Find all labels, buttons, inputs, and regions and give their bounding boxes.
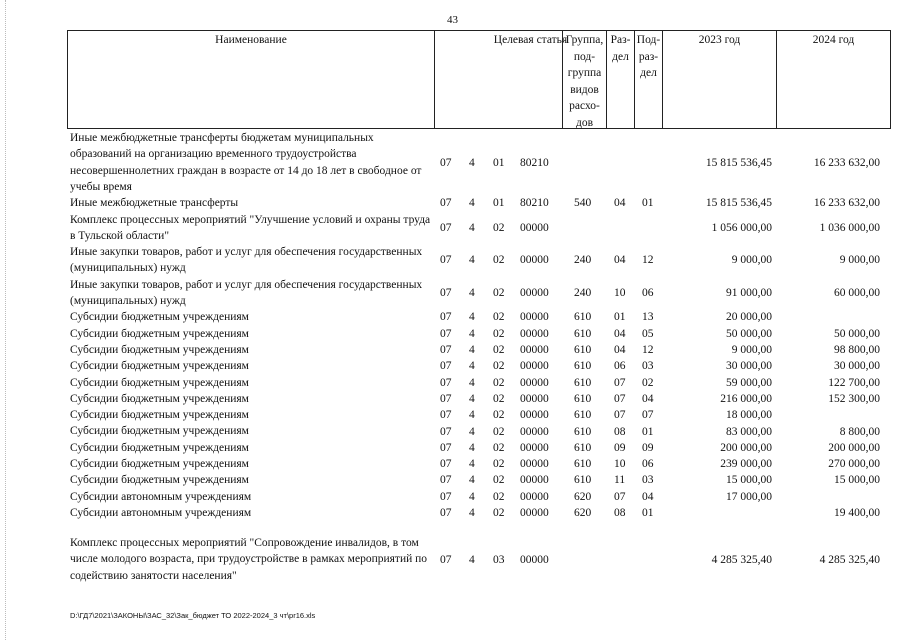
row-name: Иные межбюджетные трансферты бюджетам муниципальных образований на организацию временного трудоустройства несовершеннолетних граждан в возрасте от 14 до 18 лет в свободное от учебы время <box>70 132 422 193</box>
amount-2024: 122 700,00 <box>828 376 880 389</box>
code-direction: 00000 <box>520 441 549 454</box>
code-section: 07 <box>614 376 626 389</box>
code-complex: 02 <box>493 490 505 503</box>
code-group: 610 <box>574 425 592 438</box>
file-path-footer: D:\ГД7\2021\ЗАКОНЫ\ЗАС_32\Зак_бюджет ТО 2022-2024_3 чт\pr16.xls <box>70 611 316 620</box>
code-complex: 02 <box>493 392 505 405</box>
code-program: 07 <box>440 507 452 520</box>
code-complex: 02 <box>493 286 505 299</box>
amount-2023: 18 000,00 <box>726 409 772 422</box>
row-name: Субсидии бюджетным учреждениям <box>70 409 249 422</box>
table-row <box>0 535 905 584</box>
code-program: 07 <box>440 474 452 487</box>
code-direction: 00000 <box>520 553 549 566</box>
code-subsection: 01 <box>642 197 654 210</box>
code-program: 07 <box>440 553 452 566</box>
code-section: 08 <box>614 425 626 438</box>
code-group: 620 <box>574 507 592 520</box>
code-program: 07 <box>440 221 452 234</box>
code-complex: 02 <box>493 441 505 454</box>
code-group: 620 <box>574 490 592 503</box>
amount-2023: 83 000,00 <box>726 425 772 438</box>
code-direction: 00000 <box>520 254 549 267</box>
header-target: Целевая статья <box>434 31 626 128</box>
code-section: 10 <box>614 286 626 299</box>
row-name: Субсидии бюджетным учреждениям <box>70 425 249 438</box>
code-program: 07 <box>440 156 452 169</box>
code-subprogram: 4 <box>469 507 475 520</box>
table-row <box>0 277 905 310</box>
table-row <box>0 130 905 195</box>
code-subsection: 06 <box>642 458 654 471</box>
code-complex: 01 <box>493 197 505 210</box>
code-subprogram: 4 <box>469 221 475 234</box>
table-row <box>0 391 905 407</box>
amount-2023: 1 056 000,00 <box>711 221 772 234</box>
code-program: 07 <box>440 458 452 471</box>
code-group: 610 <box>574 327 592 340</box>
header-name: Наименование <box>215 34 287 46</box>
code-program: 07 <box>440 360 452 373</box>
code-subsection: 04 <box>642 490 654 503</box>
code-complex: 02 <box>493 409 505 422</box>
header-2024: 2024 год <box>776 31 890 128</box>
code-subsection: 04 <box>642 392 654 405</box>
code-group: 610 <box>574 409 592 422</box>
code-section: 08 <box>614 507 626 520</box>
code-group: 610 <box>574 474 592 487</box>
amount-2023: 200 000,00 <box>720 441 772 454</box>
code-section: 04 <box>614 327 626 340</box>
code-subsection: 09 <box>642 441 654 454</box>
code-direction: 80210 <box>520 197 549 210</box>
code-subprogram: 4 <box>469 490 475 503</box>
code-program: 07 <box>440 197 452 210</box>
code-direction: 00000 <box>520 425 549 438</box>
code-subsection: 03 <box>642 474 654 487</box>
amount-2024: 16 233 632,00 <box>813 156 880 169</box>
code-subsection: 13 <box>642 311 654 324</box>
amount-2023: 59 000,00 <box>726 376 772 389</box>
code-subsection: 12 <box>642 254 654 267</box>
code-subprogram: 4 <box>469 254 475 267</box>
table-row <box>0 489 905 505</box>
code-group: 610 <box>574 392 592 405</box>
code-subsection: 01 <box>642 425 654 438</box>
code-subsection: 02 <box>642 376 654 389</box>
code-program: 07 <box>440 344 452 357</box>
code-section: 09 <box>614 441 626 454</box>
code-group: 610 <box>574 344 592 357</box>
code-program: 07 <box>440 392 452 405</box>
table-row <box>0 244 905 277</box>
code-subprogram: 4 <box>469 409 475 422</box>
code-subprogram: 4 <box>469 156 475 169</box>
header-group: Группа, под- группа видов расхо- дов <box>562 31 606 128</box>
table-row <box>0 472 905 488</box>
row-name: Субсидии бюджетным учреждениям <box>70 392 249 405</box>
amount-2023: 30 000,00 <box>726 360 772 373</box>
row-name: Иные межбюджетные трансферты <box>70 197 239 210</box>
table-row <box>0 440 905 456</box>
code-section: 11 <box>614 474 626 487</box>
code-section: 04 <box>614 197 626 210</box>
code-group: 540 <box>574 197 592 210</box>
amount-2023: 15 815 536,45 <box>705 156 772 169</box>
table-row <box>0 342 905 358</box>
table-row <box>0 423 905 439</box>
amount-2023: 9 000,00 <box>731 254 772 267</box>
code-direction: 00000 <box>520 392 549 405</box>
amount-2024: 4 285 325,40 <box>819 553 880 566</box>
table-row <box>0 212 905 245</box>
table-row <box>0 358 905 374</box>
code-complex: 02 <box>493 425 505 438</box>
code-program: 07 <box>440 286 452 299</box>
code-complex: 02 <box>493 360 505 373</box>
code-program: 07 <box>440 441 452 454</box>
row-name: Комплекс процессных мероприятий "Сопровождение инвалидов, в том числе молодого возраста, при трудоустройстве в рамках мероприятий по содействию занятости населения" <box>70 537 428 582</box>
code-direction: 00000 <box>520 409 549 422</box>
code-direction: 00000 <box>520 474 549 487</box>
amount-2023: 20 000,00 <box>726 311 772 324</box>
code-complex: 01 <box>493 156 505 169</box>
row-name: Субсидии автономным учреждениям <box>70 506 252 519</box>
amount-2024: 15 000,00 <box>834 474 880 487</box>
code-subprogram: 4 <box>469 425 475 438</box>
code-group: 240 <box>574 286 592 299</box>
amount-2024: 16 233 632,00 <box>813 197 880 210</box>
code-subprogram: 4 <box>469 458 475 471</box>
code-subprogram: 4 <box>469 474 475 487</box>
amount-2023: 4 285 325,40 <box>711 553 772 566</box>
code-subsection: 01 <box>642 507 654 520</box>
code-subprogram: 4 <box>469 360 475 373</box>
amount-2024: 50 000,00 <box>834 327 880 340</box>
amount-2023: 50 000,00 <box>726 327 772 340</box>
code-subsection: 06 <box>642 286 654 299</box>
row-name: Субсидии бюджетным учреждениям <box>70 311 249 324</box>
table-row <box>0 195 905 211</box>
header-2023: 2023 год <box>662 31 776 128</box>
row-name: Субсидии бюджетным учреждениям <box>70 458 249 470</box>
code-group: 610 <box>574 458 592 471</box>
code-section: 07 <box>614 392 626 405</box>
code-subsection: 03 <box>642 360 654 373</box>
code-direction: 00000 <box>520 458 549 471</box>
code-program: 07 <box>440 327 452 340</box>
code-group: 610 <box>574 311 592 324</box>
code-subsection: 05 <box>642 327 654 340</box>
header-subsection: Под- раз- дел <box>634 31 662 128</box>
amount-2023: 17 000,00 <box>726 490 772 503</box>
row-name: Комплекс процессных мероприятий "Улучшение условий и охраны труда в Тульской области" <box>70 213 431 242</box>
row-name: Иные закупки товаров, работ и услуг для обеспечения государственных (муниципальных) нужд <box>70 278 423 307</box>
code-subprogram: 4 <box>469 197 475 210</box>
code-direction: 00000 <box>520 327 549 340</box>
code-group: 610 <box>574 360 592 373</box>
code-subprogram: 4 <box>469 344 475 357</box>
code-program: 07 <box>440 311 452 324</box>
code-program: 07 <box>440 409 452 422</box>
table-row <box>0 456 905 472</box>
code-subsection: 07 <box>642 409 654 422</box>
code-complex: 02 <box>493 311 505 324</box>
table-row <box>0 505 905 521</box>
code-group: 240 <box>574 254 592 267</box>
amount-2024: 8 800,00 <box>839 425 880 438</box>
code-group: 610 <box>574 441 592 454</box>
code-complex: 02 <box>493 376 505 389</box>
amount-2024: 1 036 000,00 <box>819 221 880 234</box>
amount-2024: 200 000,00 <box>828 441 880 454</box>
code-program: 07 <box>440 490 452 503</box>
code-complex: 02 <box>493 344 505 357</box>
amount-2023: 15 815 536,45 <box>705 197 772 210</box>
code-complex: 02 <box>493 221 505 234</box>
code-section: 04 <box>614 344 626 357</box>
amount-2024: 152 300,00 <box>828 392 880 405</box>
table-row <box>0 309 905 325</box>
row-name: Иные закупки товаров, работ и услуг для обеспечения государственных (муниципальных) нужд <box>70 246 423 275</box>
code-section: 01 <box>614 311 626 324</box>
code-section: 10 <box>614 458 626 471</box>
code-direction: 00000 <box>520 344 549 357</box>
code-subprogram: 4 <box>469 441 475 454</box>
code-direction: 80210 <box>520 156 549 169</box>
code-direction: 00000 <box>520 490 549 503</box>
code-direction: 00000 <box>520 221 549 234</box>
table-row <box>0 407 905 423</box>
amount-2024: 98 800,00 <box>834 344 880 357</box>
code-complex: 02 <box>493 507 505 520</box>
code-complex: 02 <box>493 254 505 267</box>
amount-2024: 9 000,00 <box>839 254 880 267</box>
table-row <box>0 375 905 391</box>
code-program: 07 <box>440 254 452 267</box>
header-section: Раз- дел <box>606 31 634 128</box>
row-name: Субсидии бюджетным учреждениям <box>70 343 249 356</box>
page-number: 43 <box>447 14 458 26</box>
code-section: 07 <box>614 490 626 503</box>
code-subprogram: 4 <box>469 376 475 389</box>
row-name: Субсидии бюджетным учреждениям <box>70 376 249 389</box>
table-header <box>67 30 891 129</box>
amount-2023: 239 000,00 <box>720 458 772 471</box>
code-direction: 00000 <box>520 360 549 373</box>
amount-2024: 270 000,00 <box>828 458 880 471</box>
code-complex: 02 <box>493 327 505 340</box>
amount-2023: 216 000,00 <box>720 392 772 405</box>
code-program: 07 <box>440 376 452 389</box>
amount-2023: 15 000,00 <box>726 474 772 487</box>
row-name: Субсидии бюджетным учреждениям <box>70 474 249 487</box>
code-direction: 00000 <box>520 507 549 520</box>
code-subprogram: 4 <box>469 553 475 566</box>
code-section: 04 <box>614 254 626 267</box>
code-direction: 00000 <box>520 311 549 324</box>
code-program: 07 <box>440 425 452 438</box>
code-direction: 00000 <box>520 376 549 389</box>
table-row <box>0 326 905 342</box>
amount-2024: 60 000,00 <box>834 286 880 299</box>
code-section: 07 <box>614 409 626 422</box>
amount-2024: 19 400,00 <box>834 507 880 520</box>
amount-2023: 9 000,00 <box>731 344 772 357</box>
amount-2024: 30 000,00 <box>834 360 880 373</box>
code-complex: 02 <box>493 474 505 487</box>
code-direction: 00000 <box>520 286 549 299</box>
row-name: Субсидии автономным учреждениям <box>70 490 252 503</box>
code-subprogram: 4 <box>469 392 475 405</box>
row-name: Субсидии бюджетным учреждениям <box>70 360 249 373</box>
code-subsection: 12 <box>642 344 654 357</box>
row-name: Субсидии бюджетным учреждениям <box>70 441 249 454</box>
code-subprogram: 4 <box>469 286 475 299</box>
row-name: Субсидии бюджетным учреждениям <box>70 327 249 340</box>
code-group: 610 <box>574 376 592 389</box>
amount-2023: 91 000,00 <box>726 286 772 299</box>
code-section: 06 <box>614 360 626 373</box>
code-subprogram: 4 <box>469 327 475 340</box>
code-complex: 03 <box>493 553 505 566</box>
code-complex: 02 <box>493 458 505 471</box>
code-subprogram: 4 <box>469 311 475 324</box>
